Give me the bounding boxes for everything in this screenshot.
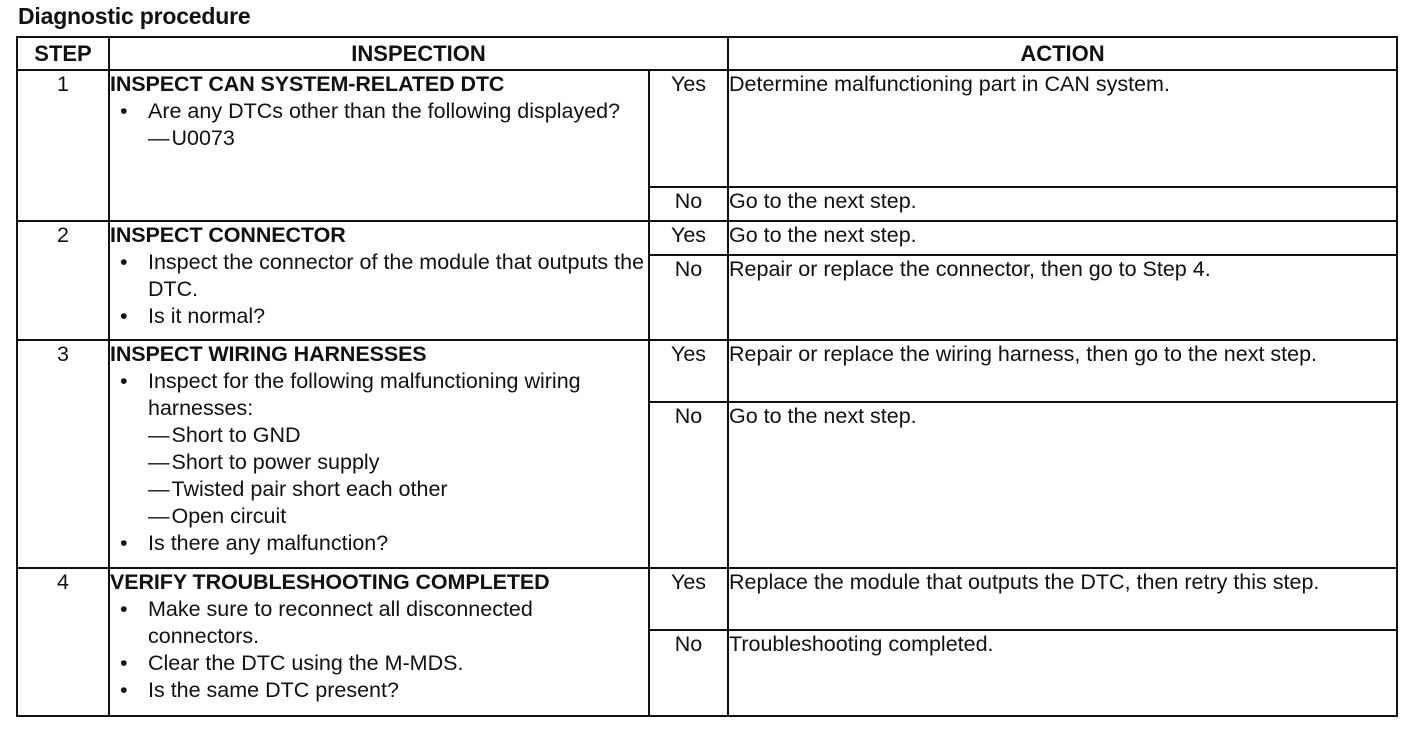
dash-mark: — xyxy=(148,477,170,501)
header-inspection: INSPECTION xyxy=(109,37,728,70)
inspection-title: INSPECT WIRING HARNESSES xyxy=(110,342,427,366)
dash-mark: — xyxy=(148,504,170,528)
header-row xyxy=(17,37,1397,70)
list-item xyxy=(110,303,648,330)
sub-item-text: U0073 xyxy=(171,126,235,150)
sub-list-item xyxy=(148,503,648,530)
no-label: No xyxy=(649,255,728,340)
table-row xyxy=(17,568,1397,630)
header-action: ACTION xyxy=(728,37,1397,70)
yes-label: Yes xyxy=(649,221,728,255)
no-action: Go to the next step. xyxy=(728,187,1397,221)
inspection-bullets xyxy=(110,596,648,704)
no-action: Repair or replace the connector, then go to Step 4. xyxy=(728,255,1397,340)
bullet-text: Is it normal? xyxy=(148,304,266,328)
dash-mark: — xyxy=(148,450,170,474)
table-row xyxy=(17,340,1397,402)
no-action: Troubleshooting completed. xyxy=(728,630,1397,716)
sub-list-item xyxy=(148,449,648,476)
inspection-bullets xyxy=(110,249,648,330)
list-item xyxy=(110,249,648,303)
sub-list-item xyxy=(148,125,648,152)
table-row xyxy=(17,221,1397,255)
inspection-cell xyxy=(109,340,649,568)
yes-label: Yes xyxy=(649,568,728,630)
sub-list-item xyxy=(148,476,648,503)
sub-list xyxy=(148,422,648,530)
list-item xyxy=(110,368,648,530)
list-item xyxy=(110,98,648,152)
sub-item-text: Short to power supply xyxy=(171,450,380,474)
inspection-bullets xyxy=(110,98,648,152)
inspection-title: INSPECT CONNECTOR xyxy=(110,223,346,247)
inspection-title: INSPECT CAN SYSTEM-RELATED DTC xyxy=(110,72,505,96)
bullet-text: Inspect for the following malfunctioning wiring harnesses: xyxy=(148,369,581,420)
inspection-cell xyxy=(109,221,649,340)
bullet-text: Clear the DTC using the M-MDS. xyxy=(148,651,464,675)
bullet-text: Is there any malfunction? xyxy=(148,531,389,555)
yes-label: Yes xyxy=(649,70,728,187)
list-item xyxy=(110,530,648,557)
sub-item-text: Open circuit xyxy=(171,504,287,528)
yes-action: Replace the module that outputs the DTC, then retry this step. xyxy=(728,568,1397,630)
no-label: No xyxy=(649,402,728,568)
step-number: 3 xyxy=(17,340,109,568)
bullet-text: Is the same DTC present? xyxy=(148,678,399,702)
no-label: No xyxy=(649,187,728,221)
inspection-cell xyxy=(109,568,649,716)
yes-label: Yes xyxy=(649,340,728,402)
list-item xyxy=(110,596,648,650)
yes-action: Determine malfunctioning part in CAN system. xyxy=(728,70,1397,187)
sub-item-text: Short to GND xyxy=(171,423,301,447)
dash-mark: — xyxy=(148,423,170,447)
no-label: No xyxy=(649,630,728,716)
step-number: 2 xyxy=(17,221,109,340)
bullet-text: Are any DTCs other than the following displayed? xyxy=(148,99,621,123)
bullet-text: Inspect the connector of the module that outputs the DTC. xyxy=(148,250,645,301)
inspection-title: VERIFY TROUBLESHOOTING COMPLETED xyxy=(110,570,550,594)
sub-list xyxy=(148,125,648,152)
table-row xyxy=(17,70,1397,187)
header-step: STEP xyxy=(17,37,109,70)
bullet-text: Make sure to reconnect all disconnected connectors. xyxy=(148,597,533,648)
sub-item-text: Twisted pair short each other xyxy=(171,477,448,501)
no-action: Go to the next step. xyxy=(728,402,1397,568)
step-number: 1 xyxy=(17,70,109,221)
yes-action: Go to the next step. xyxy=(728,221,1397,255)
yes-action: Repair or replace the wiring harness, then go to the next step. xyxy=(728,340,1397,402)
step-number: 4 xyxy=(17,568,109,716)
list-item xyxy=(110,677,648,704)
diagnostic-procedure-table xyxy=(16,36,1398,717)
inspection-cell xyxy=(109,70,649,221)
page-title: Diagnostic procedure xyxy=(18,3,251,29)
dash-mark: — xyxy=(148,126,170,150)
list-item xyxy=(110,650,648,677)
inspection-bullets xyxy=(110,368,648,557)
sub-list-item xyxy=(148,422,648,449)
